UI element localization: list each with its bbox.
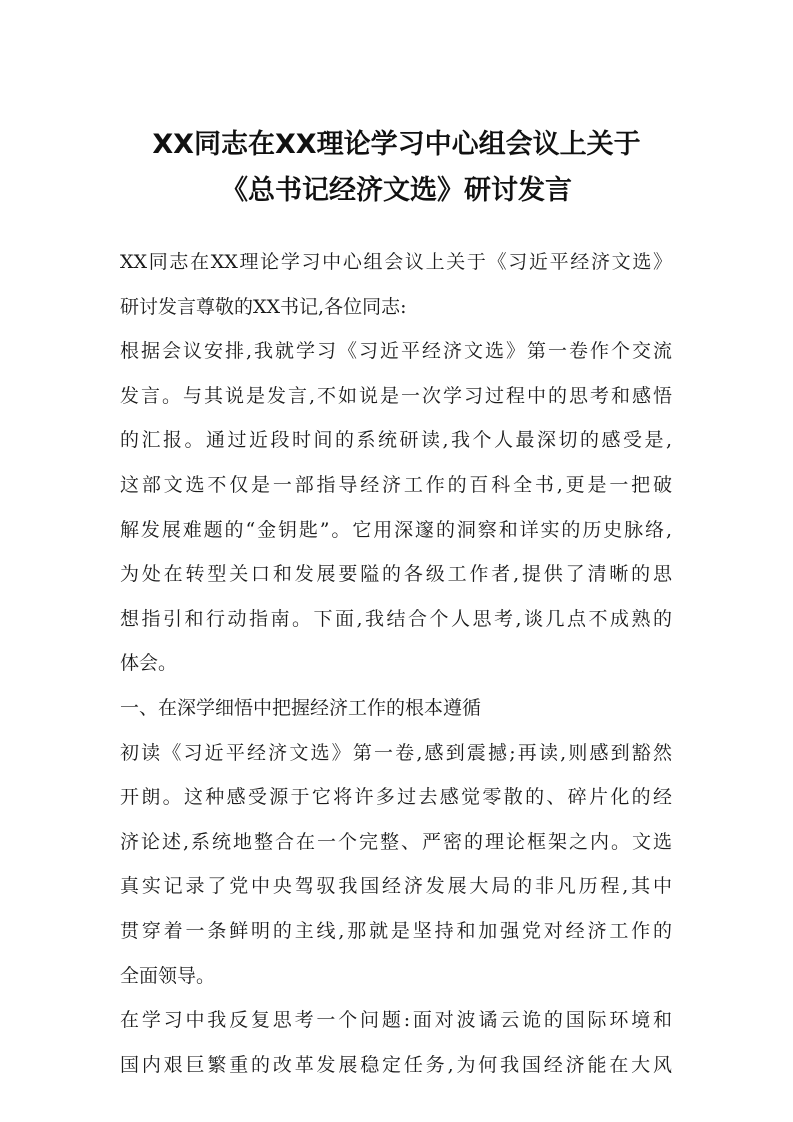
document-text-line: 研讨发言尊敬的XX书记,各位同志: — [120, 295, 407, 318]
document-text-line: 全面领导。 — [120, 964, 216, 987]
document-text-line: 初读《习近平经济文选》第一卷,感到震撼;再读,则感到豁然 — [120, 741, 672, 764]
document-text-line: 这部文选不仅是一部指导经济工作的百科全书,更是一把破 — [120, 474, 672, 496]
document-text-line: 济论述,系统地整合在一个完整、严密的理论框架之内。文选 — [120, 830, 672, 853]
document-text-line: 一、在深学细悟中把握经济工作的根本遵循 — [120, 697, 482, 719]
document-text-line: 的汇报。通过近段时间的系统研读,我个人最深切的感受是, — [120, 429, 672, 452]
document-text-line: XX同志在XX理论学习中心组会议上关于《习近平经济文选》 — [120, 251, 672, 273]
document-text-line: 发言。与其说是发言,不如说是一次学习过程中的思考和感悟 — [120, 384, 672, 407]
document-text-line: 根据会议安排,我就学习《习近平经济文选》第一卷作个交流 — [120, 340, 672, 363]
document-text-line: 想指引和行动指南。下面,我结合个人思考,谈几点不成熟的 — [120, 607, 672, 630]
document-title-line-1: XX同志在XX理论学习中心组会议上关于 — [152, 129, 641, 160]
document-text-line: 体会。 — [120, 652, 178, 675]
document-title-line-2: 《总书记经济文选》研讨发言 — [221, 175, 572, 206]
document-text-line: 解发展难题的“金钥匙”。它用深邃的洞察和详实的历史脉络, — [120, 518, 672, 541]
document-text-line: 贯穿着一条鲜明的主线,那就是坚持和加强党对经济工作的 — [120, 920, 672, 942]
document-text-line: 开朗。这种感受源于它将许多过去感觉零散的、碎片化的经 — [120, 786, 672, 809]
document-text-line: 在学习中我反复思考一个问题:面对波谲云诡的国际环境和 — [120, 1009, 672, 1032]
document-text-line: 真实记录了党中央驾驭我国经济发展大局的非凡历程,其中 — [120, 875, 672, 898]
document-text-line: 为处在转型关口和发展要隘的各级工作者,提供了清晰的思 — [120, 563, 672, 586]
document-text-line: 国内艰巨繁重的改革发展稳定任务,为何我国经济能在大风 — [120, 1053, 672, 1076]
